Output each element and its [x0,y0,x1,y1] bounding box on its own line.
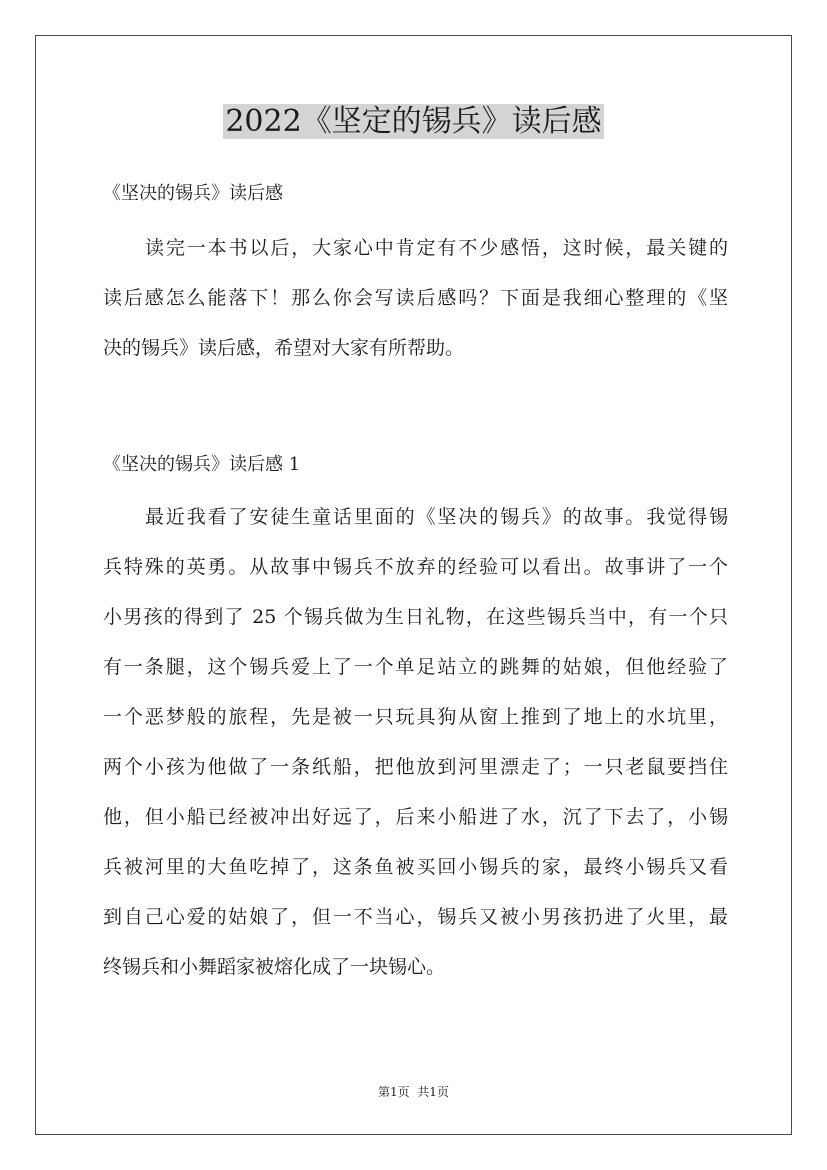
document-title [0,102,827,142]
paragraph-line: 读完一本书以后，大家心中肯定有不少感悟，这时候，最关键的 [145,237,728,259]
page-footer: 第1页 共1页 [378,1085,449,1099]
section-heading: 《坚决的锡兵》读后感 1 [103,454,301,475]
paragraph-line: 一个恶梦般的旅程，先是被一只玩具狗从窗上推到了地上的水坑里， [103,706,728,728]
paragraph-line: 兵特殊的英勇。从故事中锡兵不放弃的经验可以看出。故事讲了一个 [103,556,728,578]
paragraph-line: 他，但小船已经被冲出好远了，后来小船进了水，沉了下去了，小锡 [103,806,728,828]
title-text: 2022《坚定的锡兵》读后感 [225,104,602,139]
subheading: 《坚决的锡兵》读后感 [103,183,283,204]
paragraph-line: 终锡兵和小舞蹈家被熔化成了一块锡心。 [103,956,446,978]
paragraph-line: 到自己心爱的姑娘了，但一不当心，锡兵又被小男孩扔进了火里，最 [103,906,728,928]
paragraph-line: 小男孩的得到了 25 个锡兵做为生日礼物，在这些锡兵当中，有一个只 [103,606,728,628]
paragraph-line: 决的锡兵》读后感，希望对大家有所帮助。 [103,337,465,359]
paragraph-line: 兵被河里的大鱼吃掉了，这条鱼被买回小锡兵的家，最终小锡兵又看 [103,856,728,878]
paragraph-line: 最近我看了安徒生童话里面的《坚决的锡兵》的故事。我觉得锡 [145,506,728,528]
intro-paragraph [103,236,728,386]
paragraph-line: 读后感怎么能落下！那么你会写读后感吗？下面是我细心整理的《坚 [103,287,728,309]
paragraph-line: 两个小孩为他做了一条纸船，把他放到河里漂走了；一只老鼠要挡住 [103,756,728,778]
paragraph-line: 有一条腿，这个锡兵爱上了一个单足站立的跳舞的姑娘，但他经验了 [103,656,728,678]
body-paragraph [103,505,728,1005]
